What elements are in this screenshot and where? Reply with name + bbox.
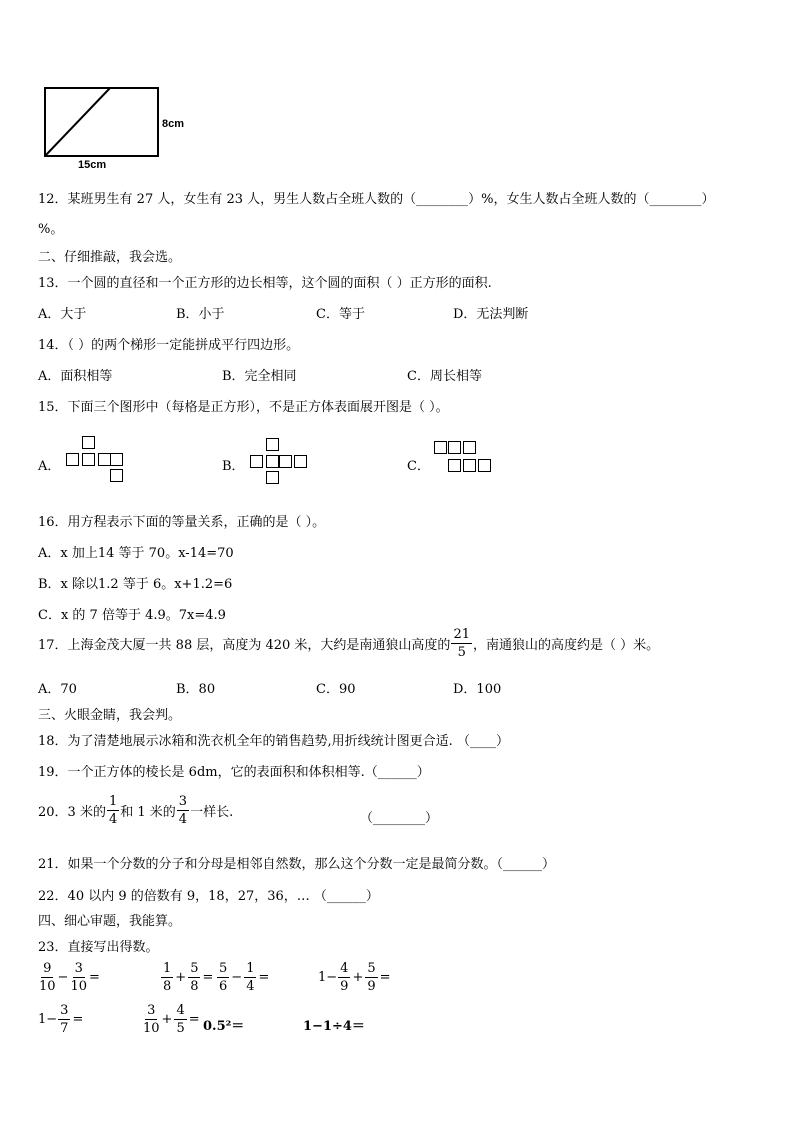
- net-c-figure: [434, 441, 494, 481]
- q17-option-b: B．80: [176, 682, 216, 697]
- q17-fraction: $\frac{21}{5}$: [453, 627, 470, 660]
- q17-stem-a: 17．上海金茂大厦一共 88 层，高度为 420 米，大约是南通狼山高度的: [38, 638, 451, 653]
- rect-height-label: 8cm: [162, 118, 185, 130]
- q14-option-b: B．完全相同: [222, 369, 297, 384]
- q23-expr-2: $\frac{1}{8}$ + $\frac{5}{8}$ =: [163, 961, 214, 994]
- q12-line2: %。: [38, 222, 64, 237]
- q23-expr-4: 1− $\frac{4}{9}$ + $\frac{5}{9}$ =: [318, 961, 391, 994]
- q15-option-c: C．: [407, 459, 430, 474]
- q17-stem: [38, 628, 659, 659]
- q16-option-b: B．x 除以1.2 等于 6。x+1.2=6: [38, 577, 233, 592]
- q23-expr-8: 1−1÷4＝: [303, 1019, 365, 1034]
- q15-stem: 15．下面三个图形中（每格是正方形），不是正方体表面展开图是（ ）。: [38, 400, 449, 415]
- q19: 19．一个正方体的棱长是 6dm，它的表面积和体积相等.（______）: [38, 765, 430, 780]
- q13-option-a: A．大于: [38, 307, 87, 322]
- q20-blank: （________）: [360, 811, 439, 826]
- q20-text-b: 和 1 米的: [120, 805, 176, 820]
- q14-option-c: C．周长相等: [407, 369, 482, 384]
- q16-option-a: A．x 加上14 等于 70。x-14=70: [38, 546, 234, 561]
- q20-fraction-1: $\frac{1}{4}$: [108, 794, 118, 827]
- q14-stem: 14．（ ）的两个梯形一定能拼成平行四边形。: [38, 338, 300, 353]
- q13-option-d: D．无法判断: [453, 307, 529, 322]
- q23-expr-5: 1− $\frac{3}{7}$ =: [38, 1003, 84, 1036]
- q23-stem: 23．直接写出得数。: [38, 940, 159, 955]
- q21: 21．如果一个分数的分子和分母是相邻自然数，那么这个分数一定是最简分数。（______）: [38, 857, 556, 872]
- section-2-heading: 二、仔细推敲，我会选。: [38, 250, 182, 265]
- q16-stem: 16．用方程表示下面的等量关系，正确的是（ ）。: [38, 515, 326, 530]
- q14-option-a: A．面积相等: [38, 369, 113, 384]
- q20: [38, 795, 233, 826]
- net-b-figure: [250, 438, 310, 488]
- q20-fraction-2: $\frac{3}{4}$: [178, 794, 188, 827]
- q18: 18．为了清楚地展示冰箱和洗衣机全年的销售趋势,用折线统计图更合适. （____）: [38, 734, 509, 749]
- q13-option-b: B．小于: [176, 307, 225, 322]
- q13-option-c: C．等于: [316, 307, 365, 322]
- q23-expr-1: $\frac{9}{10}$ − $\frac{3}{10}$ =: [39, 961, 100, 994]
- q15-option-a: A．: [38, 459, 61, 474]
- q23-expr-6: $\frac{3}{10}$ + $\frac{4}{5}$ =: [143, 1003, 200, 1036]
- section-4-heading: 四、细心审题，我能算。: [38, 914, 182, 929]
- section-3-heading: 三、火眼金睛，我会判。: [38, 708, 182, 723]
- q17-option-d: D．100: [453, 682, 502, 697]
- rect-width-label: 15cm: [78, 159, 107, 171]
- q16-option-c: C．x 的 7 倍等于 4.9。7x=4.9: [38, 608, 226, 623]
- q17-option-a: A．70: [38, 682, 77, 697]
- q17-stem-b: ，南通狼山的高度约是（ ）米。: [472, 638, 660, 653]
- net-a-figure: [66, 436, 126, 486]
- q17-option-c: C．90: [316, 682, 356, 697]
- q15-option-b: B．: [222, 459, 245, 474]
- q13-stem: 13．一个圆的直径和一个正方形的边长相等，这个圆的面积（ ）正方形的面积.: [38, 276, 492, 291]
- q23-expr-7: 0.5²＝: [203, 1019, 245, 1034]
- q23-expr-3: $\frac{5}{6}$ − $\frac{1}{4}$ =: [219, 961, 270, 994]
- q12-line1: 12．某班男生有 27 人，女生有 23 人，男生人数占全班人数的（________）%，女生人数占全班人数的（________）: [38, 192, 715, 207]
- q22: 22．40 以内 9 的倍数有 9，18，27，36，… （______）: [38, 889, 379, 904]
- q20-text-c: 一样长.: [190, 805, 234, 820]
- q20-text-a: 20．3 米的: [38, 805, 106, 820]
